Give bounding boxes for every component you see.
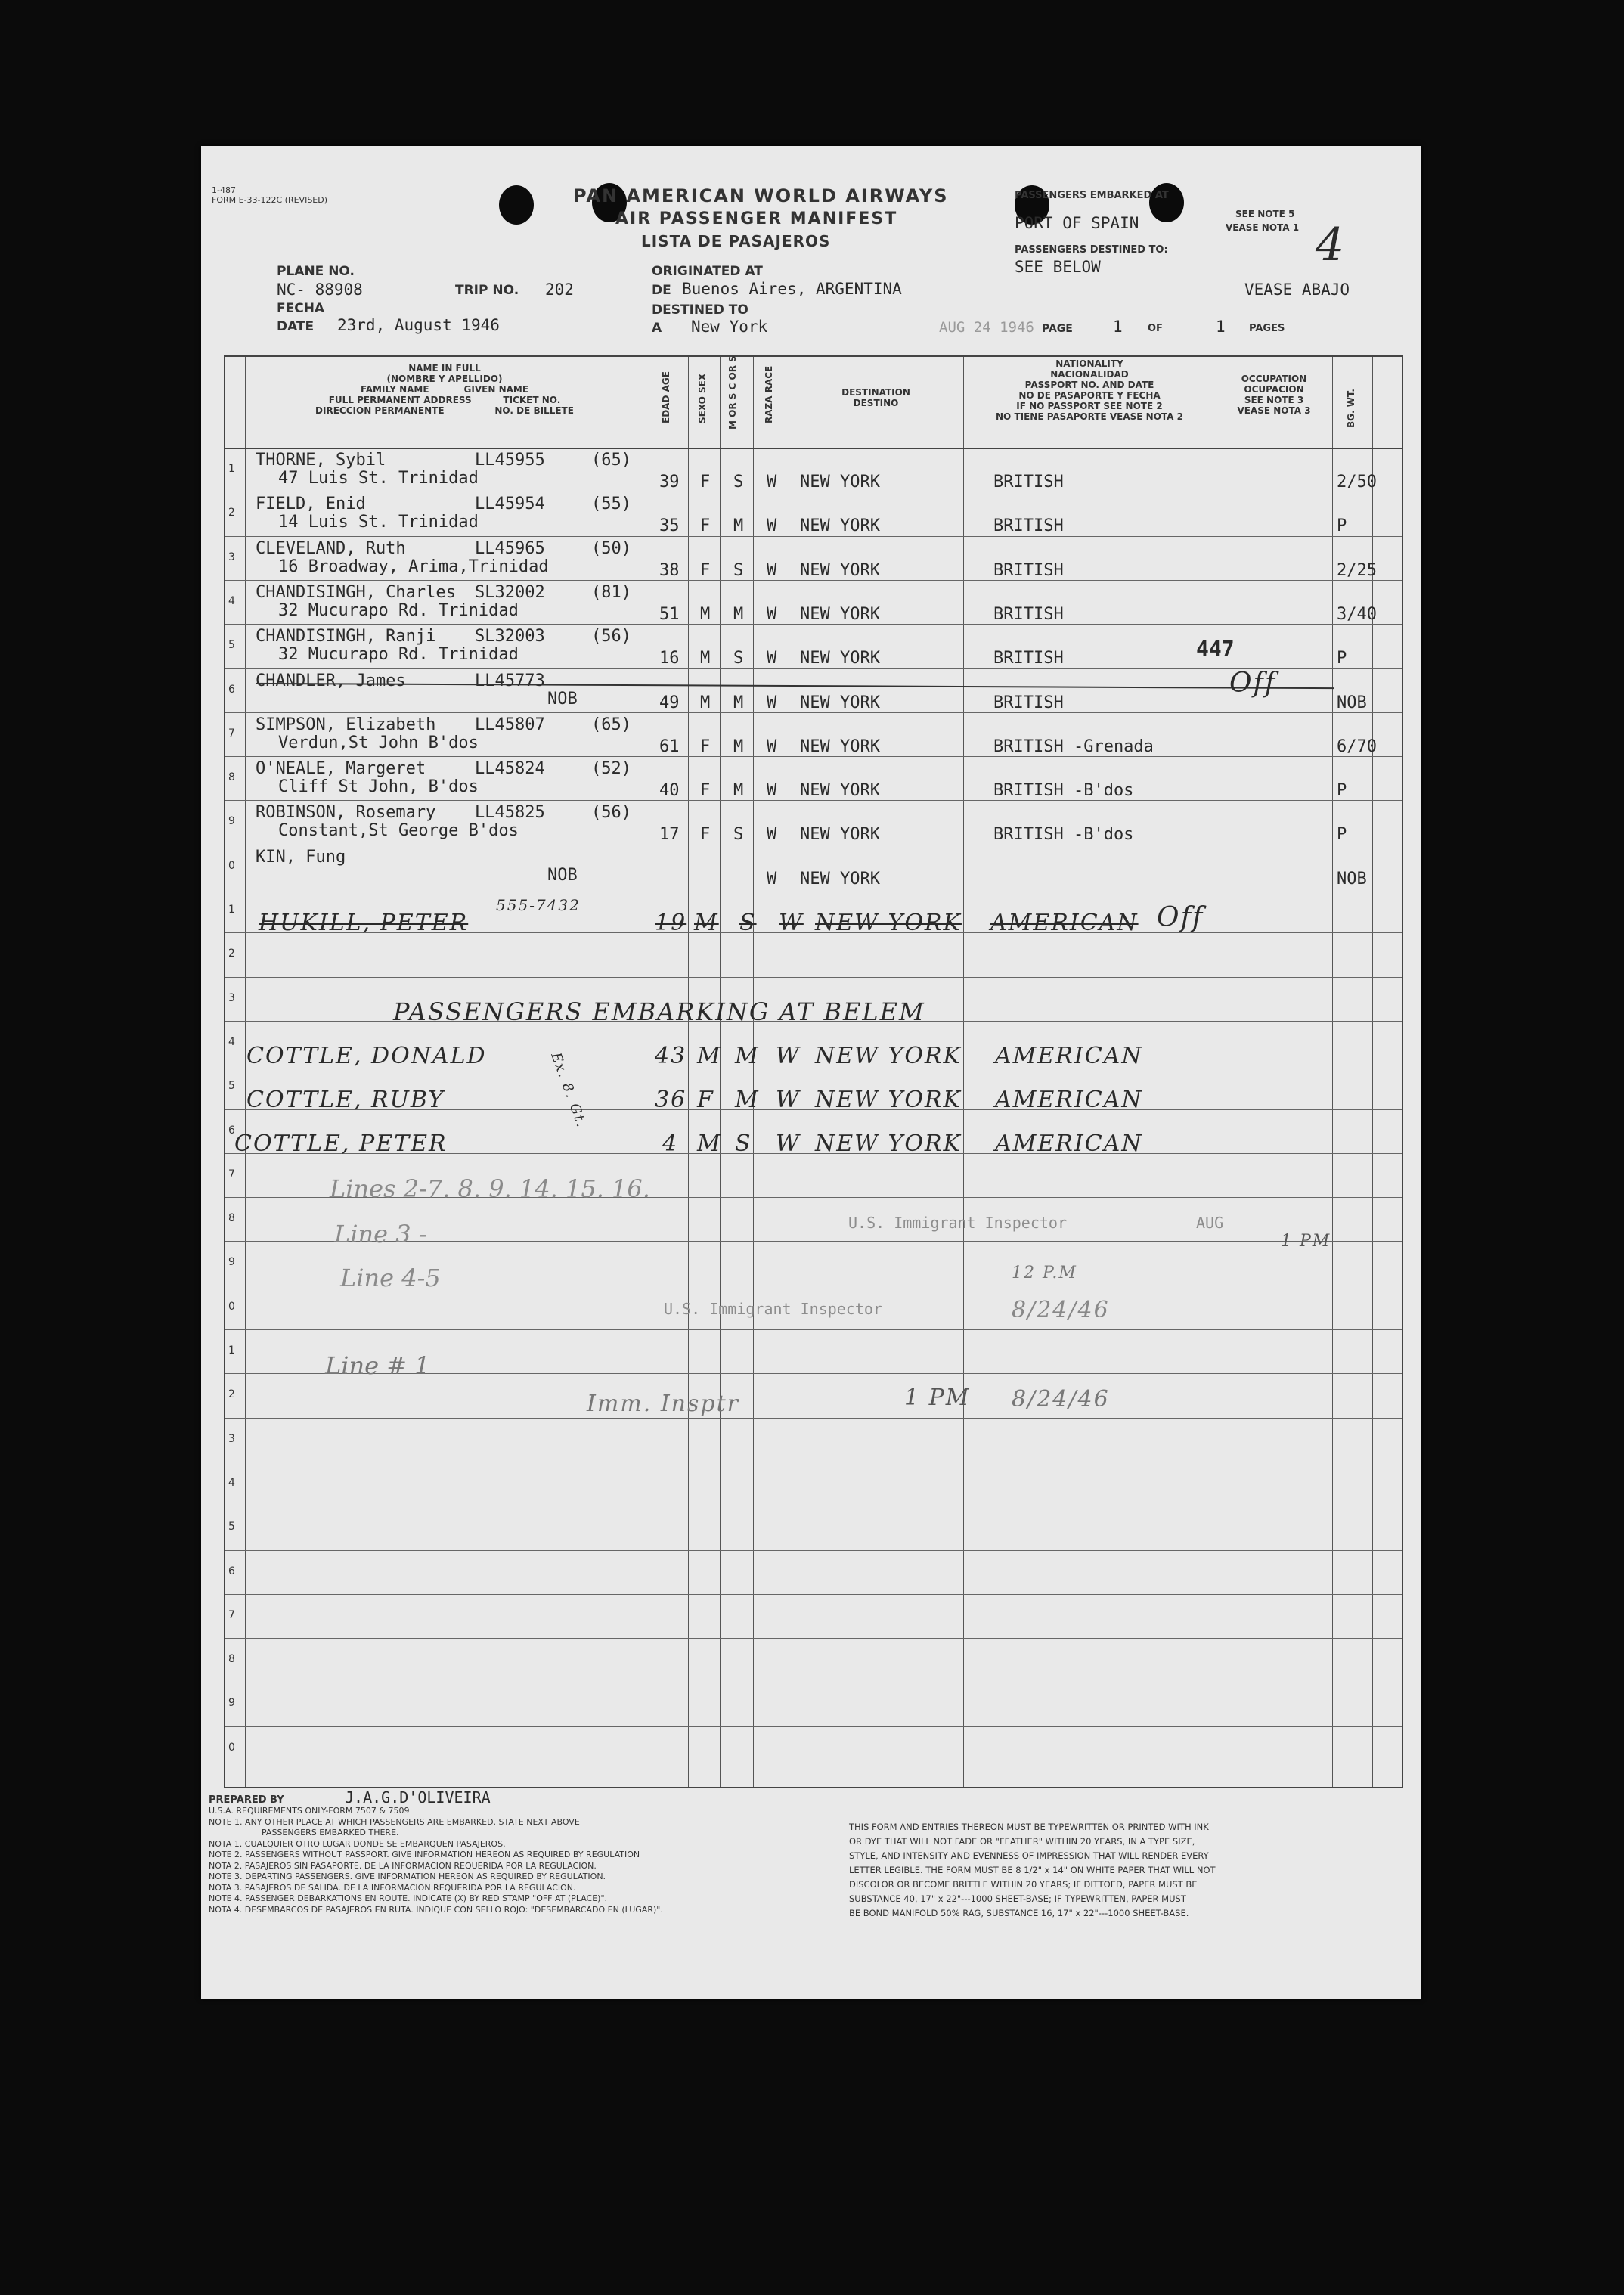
row-2-bg: P xyxy=(1337,516,1347,536)
row-number: 4 xyxy=(228,1035,235,1048)
row-2-name: FIELD, Enid xyxy=(256,495,366,514)
destined-a: A xyxy=(652,321,662,336)
row11-destination: NEW YORK xyxy=(815,910,962,936)
cottle-ruby-nat: AMERICAN xyxy=(995,1087,1143,1113)
row-9-nat: BRITISH -B'dos xyxy=(993,825,1134,845)
originated-label: ORIGINATED AT xyxy=(652,264,763,279)
row-9-age: 17 xyxy=(659,825,680,845)
row-3-ticket: LL45965 xyxy=(475,538,545,558)
cottle-peter-sex: M xyxy=(697,1130,722,1157)
row11-status: S xyxy=(739,910,757,936)
row11-nationality: AMERICAN xyxy=(990,910,1139,936)
destination-column-header: DESTINATION DESTINO xyxy=(841,387,910,408)
row-5-status: S xyxy=(733,649,744,668)
vease-nota: VEASE NOTA 1 xyxy=(1226,222,1300,233)
row-3-fare: (50) xyxy=(591,538,631,558)
row-6-dest: NEW YORK xyxy=(800,693,880,712)
line-1-note: Line # 1 xyxy=(325,1351,430,1380)
row-1-status: S xyxy=(733,473,744,492)
row-number: 6 xyxy=(228,683,235,696)
cottle-ruby-sex: F xyxy=(697,1087,714,1113)
row-4-status: M xyxy=(733,604,744,624)
row-10-address: NOB xyxy=(547,865,578,885)
row-9-address: Constant,St George B'dos xyxy=(278,821,519,841)
row-number: 9 xyxy=(228,1697,235,1710)
prepared-label: PREPARED BY xyxy=(209,1794,284,1806)
name-column-header: NAME IN FULL (NOMBRE Y APELLIDO) FAMILY NAME GIVEN NAME FULL PERMANENT ADDRESS TICKET NO. DIRECCION PERMANENTE NO. DE BILLETE xyxy=(315,363,574,416)
trip-number: 202 xyxy=(545,281,574,299)
row-8-age: 40 xyxy=(659,781,680,801)
row-8-status: M xyxy=(733,781,744,801)
row-number: 8 xyxy=(228,1653,235,1666)
destined-value: New York xyxy=(691,318,768,336)
row-8-bg: P xyxy=(1337,781,1347,801)
row-number: 1 xyxy=(228,463,235,475)
off-mark-row6: Off xyxy=(1229,668,1277,699)
row-number: 5 xyxy=(228,1521,235,1534)
row-4-address: 32 Mucurapo Rd. Trinidad xyxy=(278,600,519,620)
row-3-status: S xyxy=(733,560,744,580)
row-2-sex: F xyxy=(700,516,711,536)
bg-wt-column-header: BG. WT. xyxy=(1346,389,1356,428)
row-1-fare: (65) xyxy=(591,451,631,470)
row-4-bg: 3/40 xyxy=(1337,604,1377,624)
row-1-sex: F xyxy=(700,473,711,492)
row-9-name: ROBINSON, Rosemary xyxy=(256,803,436,823)
row-2-status: M xyxy=(733,516,744,536)
company-name: PAN AMERICAN WORLD AIRWAYS xyxy=(573,185,949,206)
prepared-by: J.A.G.D'OLIVEIRA xyxy=(345,1788,491,1807)
cottle-donald-age: 43 xyxy=(655,1043,687,1069)
row-number: 1 xyxy=(228,904,235,916)
row-9-fare: (56) xyxy=(591,803,631,823)
row-9-sex: F xyxy=(700,825,711,845)
row-number: 5 xyxy=(228,639,235,652)
row-7-race: W xyxy=(767,737,777,756)
row-6-nat: BRITISH xyxy=(993,693,1064,712)
plane-label: PLANE NO. xyxy=(277,264,355,279)
row-number: 5 xyxy=(228,1080,235,1093)
row-4-race: W xyxy=(767,604,777,624)
row-3-dest: NEW YORK xyxy=(800,560,880,580)
cottle-donald-nat: AMERICAN xyxy=(995,1043,1143,1069)
row-2-race: W xyxy=(767,516,777,536)
date-note-2: 8/24/46 xyxy=(1012,1386,1110,1413)
row-2-fare: (55) xyxy=(591,495,631,514)
row-6-name: CHANDLER, James xyxy=(256,671,406,690)
cottle-donald-dest: NEW YORK xyxy=(815,1043,962,1069)
manifest-page xyxy=(201,146,1421,1999)
row-number: 0 xyxy=(228,1300,235,1313)
row-8-dest: NEW YORK xyxy=(800,781,880,801)
row-1-race: W xyxy=(767,473,777,492)
row-number: 1 xyxy=(228,1344,235,1357)
row-1-dest: NEW YORK xyxy=(800,473,880,492)
row-6-bg: NOB xyxy=(1337,693,1367,712)
row-9-bg: P xyxy=(1337,825,1347,845)
row-10-bg: NOB xyxy=(1337,869,1367,889)
row-number: 2 xyxy=(228,507,235,519)
row-number: 4 xyxy=(228,1476,235,1489)
row-number: 3 xyxy=(228,1432,235,1445)
row-8-address: Cliff St John, B'dos xyxy=(278,777,479,797)
age-column-header: EDAD AGE xyxy=(661,371,671,423)
cottle-peter-name: COTTLE, PETER xyxy=(234,1130,448,1157)
line-4-5-note: Line 4-5 xyxy=(340,1264,441,1292)
row-6-sex: M xyxy=(700,693,711,712)
cottle-donald-status: M xyxy=(735,1043,760,1069)
row-7-bg: 6/70 xyxy=(1337,737,1377,756)
row-2-nat: BRITISH xyxy=(993,516,1064,536)
row-number: 7 xyxy=(228,727,235,740)
form-number: 1-487 FORM E-33-122C (REVISED) xyxy=(212,185,328,205)
passenger-table xyxy=(224,355,1403,1788)
belem-heading: PASSENGERS EMBARKING AT BELEM xyxy=(393,997,925,1026)
race-column-header: RAZA RACE xyxy=(764,365,774,423)
inspector-lines-note: Lines 2-7. 8. 9. 14. 15. 16. xyxy=(330,1174,650,1203)
punch-hole xyxy=(1149,183,1184,222)
embarked-label: PASSENGERS EMBARKED AT xyxy=(1015,190,1169,201)
right-margin-mark: 1 PM xyxy=(1281,1232,1331,1251)
nationality-column-header: NATIONALITY NACIONALIDAD PASSPORT NO. AND DATE NO DE PASAPORTE Y FECHA IF NO PASSPORT SEE NOTE 2 NO TIENE PASAPORTE VEASE NOTA 2 xyxy=(996,358,1183,422)
row-number: 7 xyxy=(228,1608,235,1621)
row-3-age: 38 xyxy=(659,560,680,580)
row-4-age: 51 xyxy=(659,604,680,624)
status-column-header: M OR S C OR S xyxy=(727,355,738,430)
cottle-peter-race: W xyxy=(776,1130,801,1157)
row-4-nat: BRITISH xyxy=(993,604,1064,624)
row-number: 3 xyxy=(228,991,235,1004)
page-label: PAGE xyxy=(1042,323,1073,335)
row-2-address: 14 Luis St. Trinidad xyxy=(278,513,479,532)
row11-name: HUKILL, PETER xyxy=(259,910,469,936)
date-note-1: 8/24/46 xyxy=(1012,1297,1110,1323)
footer-notes: U.S.A. REQUIREMENTS ONLY-FORM 7507 & 7509 NOTE 1. ANY OTHER PLACE AT WHICH PASSENGERS ARE EMBARKED. STATE NEXT ABOVE PASSENGERS EMBARKED THERE. NOTA 1. CUALQUIER OTRO LUGAR DONDE SE EMBARQUEN PASAJEROS. NOTE 2. PASSENGERS WITHOUT PASSPORT. GIVE INFORMATION HEREON AS REQUIRED BY REGULATION NOTA 2. PASAJEROS SIN PASAPORTE. DE LA INFORMACION REQUERIDA POR LA REGULACION. NOTE 3. DEPARTING PASSENGERS. GIVE INFORMATION HEREON AS REQUIRED BY REGULATION. NOTA 3. PASAJEROS DE SALIDA. DE LA INFORMACION REQUERIDA POR LA REGULACION. NOTE 4. PASSENGER DEBARKATIONS EN ROUTE. INDICATE (X) BY RED STAMP "OFF AT (PLACE)". NOTA 4. DESEMBARCOS DE PASAJEROS EN RUTA. INDIQUE CON SELLO ROJO: "DESEMBARCADO EN (LUGAR)". xyxy=(209,1806,663,1915)
cottle-ruby-race: W xyxy=(776,1087,801,1113)
row-7-dest: NEW YORK xyxy=(800,737,880,756)
cottle-donald-race: W xyxy=(776,1043,801,1069)
number-447: 447 xyxy=(1196,636,1235,661)
row-7-nat: BRITISH -Grenada xyxy=(993,737,1154,756)
originated-de: DE xyxy=(652,283,671,298)
form-subtitle: LISTA DE PASAJEROS xyxy=(641,232,831,250)
side-note: Ex. 8. Gt. xyxy=(547,1050,590,1130)
pm-note: 1 PM xyxy=(904,1385,971,1411)
row-number: 0 xyxy=(228,859,235,872)
row-1-address: 47 Luis St. Trinidad xyxy=(278,469,479,488)
strike-line xyxy=(256,682,1334,688)
row-6-ticket: LL45773 xyxy=(475,671,545,690)
row-1-bg: 2/50 xyxy=(1337,473,1377,492)
row-number: 7 xyxy=(228,1168,235,1180)
row-7-status: M xyxy=(733,737,744,756)
originated-value: Buenos Aires, ARGENTINA xyxy=(682,280,902,298)
row-number: 3 xyxy=(228,550,235,563)
inspector-aug-stamp: AUG xyxy=(1196,1214,1224,1232)
cottle-peter-status: S xyxy=(735,1130,752,1157)
date-label: DATE xyxy=(277,319,315,334)
trip-label: TRIP NO. xyxy=(455,283,519,298)
time-note: 12 P.M xyxy=(1012,1264,1077,1282)
row-3-bg: 2/25 xyxy=(1337,560,1377,580)
row-4-ticket: SL32002 xyxy=(475,582,545,602)
cottle-ruby-status: M xyxy=(735,1087,760,1113)
inspector-signature-title: Imm. Insptr xyxy=(587,1391,739,1417)
cottle-peter-dest: NEW YORK xyxy=(815,1130,962,1157)
row-2-age: 35 xyxy=(659,516,680,536)
row-3-name: CLEVELAND, Ruth xyxy=(256,538,406,558)
inspector-stamp-1: U.S. Immigrant Inspector xyxy=(848,1214,1067,1232)
row-4-fare: (81) xyxy=(591,582,631,602)
row-9-race: W xyxy=(767,825,777,845)
row-9-dest: NEW YORK xyxy=(800,825,880,845)
row-6-address: NOB xyxy=(547,689,578,709)
row-number: 9 xyxy=(228,1256,235,1269)
row-5-nat: BRITISH xyxy=(993,649,1064,668)
row-8-name: O'NEALE, Margeret xyxy=(256,759,426,779)
row-10-dest: NEW YORK xyxy=(800,869,880,889)
row-7-age: 61 xyxy=(659,737,680,756)
row-1-name: THORNE, Sybil xyxy=(256,451,386,470)
row-3-nat: BRITISH xyxy=(993,560,1064,580)
handwritten-page-number: 4 xyxy=(1316,219,1347,271)
see-below: SEE BELOW xyxy=(1015,258,1101,276)
row-10-race: W xyxy=(767,869,777,889)
row11-race: W xyxy=(779,910,804,936)
row-7-ticket: LL45807 xyxy=(475,715,545,734)
date-stamp: AUG 24 1946 xyxy=(939,319,1034,336)
off-mark-row11: Off xyxy=(1157,902,1204,933)
line-3-note: Line 3 - xyxy=(334,1220,427,1248)
row-5-fare: (56) xyxy=(591,627,631,647)
sex-column-header: SEXO SEX xyxy=(697,373,708,423)
row-5-name: CHANDISINGH, Ranji xyxy=(256,627,436,647)
cottle-ruby-dest: NEW YORK xyxy=(815,1087,962,1113)
row-number: 6 xyxy=(228,1124,235,1137)
row-8-fare: (52) xyxy=(591,759,631,779)
row-7-fare: (65) xyxy=(591,715,631,734)
cottle-peter-age: 4 xyxy=(662,1130,679,1157)
row-number: 8 xyxy=(228,1212,235,1225)
row-7-address: Verdun,St John B'dos xyxy=(278,733,479,752)
row11-sex: M xyxy=(694,910,719,936)
destined-label: DESTINED TO xyxy=(652,302,748,318)
pages-label: PAGES xyxy=(1249,323,1285,334)
row-1-nat: BRITISH xyxy=(993,473,1064,492)
cottle-donald-sex: M xyxy=(697,1043,722,1069)
embarked-value: PORT OF SPAIN xyxy=(1015,214,1139,232)
row-number: 6 xyxy=(228,1565,235,1577)
row-6-status: M xyxy=(733,693,744,712)
row-4-sex: M xyxy=(700,604,711,624)
cottle-donald-name: COTTLE, DONALD xyxy=(246,1043,487,1069)
row-1-ticket: LL45955 xyxy=(475,451,545,470)
row-3-sex: F xyxy=(700,560,711,580)
row-number: 8 xyxy=(228,771,235,784)
of-label: OF xyxy=(1148,323,1163,334)
row-3-address: 16 Broadway, Arima,Trinidad xyxy=(278,557,549,576)
row-5-address: 32 Mucurapo Rd. Trinidad xyxy=(278,645,519,665)
row-4-dest: NEW YORK xyxy=(800,604,880,624)
row-number: 0 xyxy=(228,1741,235,1754)
row-6-race: W xyxy=(767,693,777,712)
row-8-nat: BRITISH -B'dos xyxy=(993,781,1134,801)
row-number: 2 xyxy=(228,947,235,960)
destined-passengers-label: PASSENGERS DESTINED TO: xyxy=(1015,244,1168,256)
date-value: 23rd, August 1946 xyxy=(337,316,500,334)
row-5-age: 16 xyxy=(659,649,680,668)
row11-age: 19 xyxy=(655,910,687,936)
row-7-sex: F xyxy=(700,737,711,756)
row-number: 2 xyxy=(228,1388,235,1401)
row-5-dest: NEW YORK xyxy=(800,649,880,668)
form-title: AIR PASSENGER MANIFEST xyxy=(615,209,898,228)
inspector-stamp-2: U.S. Immigrant Inspector xyxy=(664,1300,882,1318)
row-5-bg: P xyxy=(1337,649,1347,668)
row-5-ticket: SL32003 xyxy=(475,627,545,647)
punch-hole xyxy=(499,185,534,225)
cottle-ruby-name: COTTLE, RUBY xyxy=(246,1087,445,1113)
pages-total: 1 xyxy=(1216,318,1226,336)
row-6-age: 49 xyxy=(659,693,680,712)
row11-ticket: 555-7432 xyxy=(496,896,581,914)
row-5-race: W xyxy=(767,649,777,668)
see-note: SEE NOTE 5 xyxy=(1235,209,1295,219)
row-9-ticket: LL45825 xyxy=(475,803,545,823)
cottle-ruby-age: 36 xyxy=(655,1087,687,1113)
vease-abajo: VEASE ABAJO xyxy=(1244,281,1350,299)
row-4-name: CHANDISINGH, Charles xyxy=(256,582,456,602)
plane-number: NC- 88908 xyxy=(277,281,363,299)
row-8-sex: F xyxy=(700,781,711,801)
occupation-column-header: OCCUPATION OCUPACION SEE NOTE 3 VEASE NOTA 3 xyxy=(1237,374,1311,416)
footer-print-requirements: THIS FORM AND ENTRIES THEREON MUST BE TYPEWRITTEN OR PRINTED WITH INK OR DYE THAT WILL NOT FADE OR "FEATHER" WITHIN 20 YEARS, IN A TYPE SIZE, STYLE, AND INTENSITY AND EVENNESS OF IMPRESSION THAT WILL RENDER EVERY LETTER LEGIBLE. THE FORM MUST BE 8 1/2" x 14" ON WHITE PAPER THAT WILL NOT DISCOLOR OR BECOME BRITTLE WITHIN 20 YEARS; IF DITTOED, PAPER MUST BE SUBSTANCE 40, 17" x 22"---1000 SHEET-BASE; IF TYPEWRITTEN, PAPER MUST BE BOND MANIFOLD 50% RAG, SUBSTANCE 16, 17" x 22"---1000 SHEET-BASE. xyxy=(841,1820,1410,1921)
row-number: 4 xyxy=(228,594,235,607)
cottle-peter-nat: AMERICAN xyxy=(995,1130,1143,1157)
row-5-sex: M xyxy=(700,649,711,668)
row-8-ticket: LL45824 xyxy=(475,759,545,779)
row-3-race: W xyxy=(767,560,777,580)
row-7-name: SIMPSON, Elizabeth xyxy=(256,715,436,734)
row-2-ticket: LL45954 xyxy=(475,495,545,514)
row-number: 9 xyxy=(228,815,235,828)
row-2-dest: NEW YORK xyxy=(800,516,880,536)
row-10-name: KIN, Fung xyxy=(256,847,346,867)
fecha-label: FECHA xyxy=(277,301,325,316)
row-1-age: 39 xyxy=(659,473,680,492)
row-9-status: S xyxy=(733,825,744,845)
page-number: 1 xyxy=(1113,318,1123,336)
row-8-race: W xyxy=(767,781,777,801)
